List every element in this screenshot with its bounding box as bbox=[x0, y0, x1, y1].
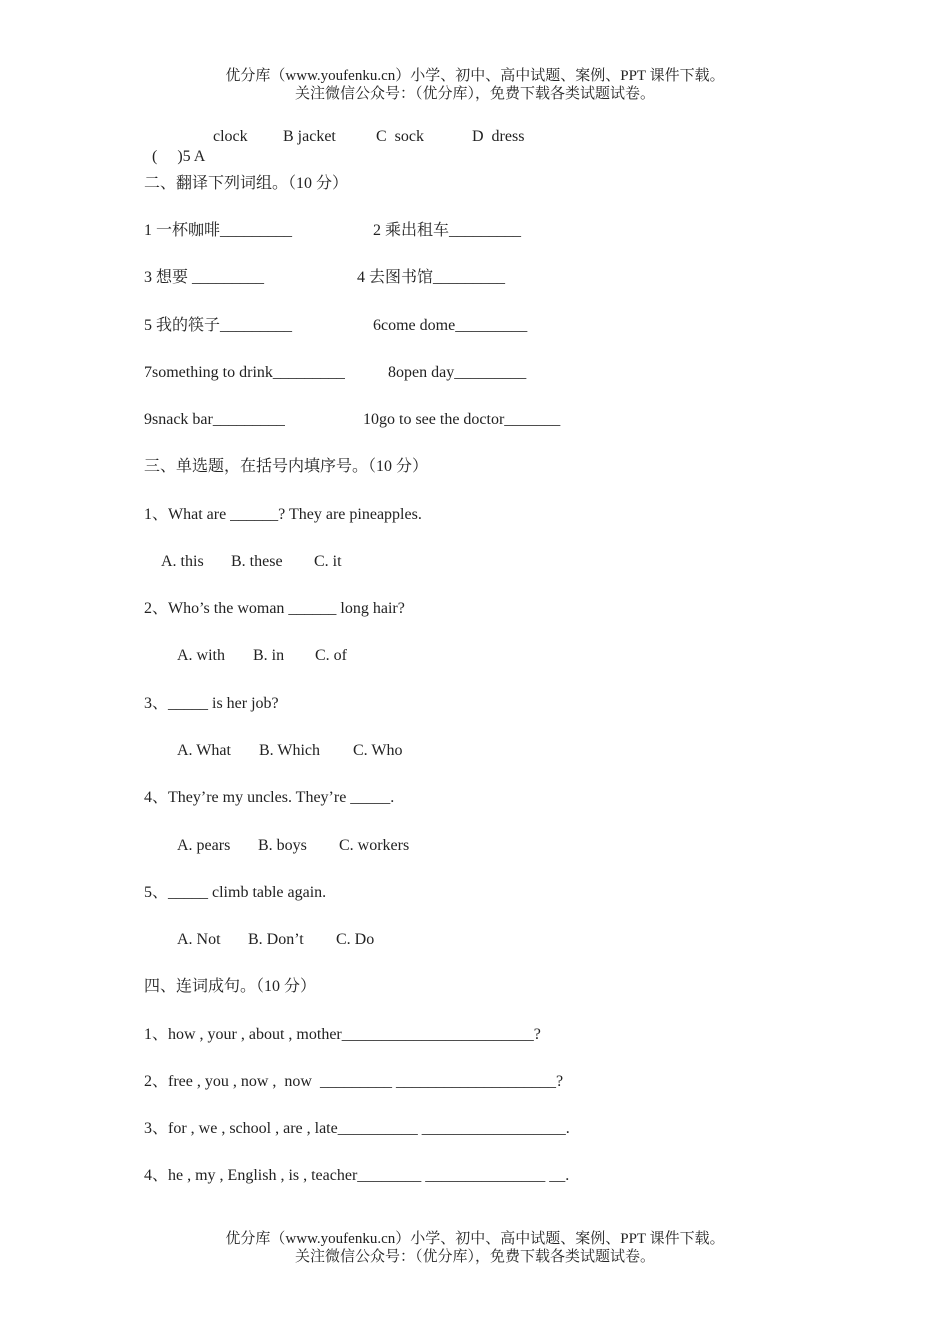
sentence-item: 2、free , you , now , now _________ ____________________? bbox=[144, 1073, 564, 1090]
option-c: C. it bbox=[314, 553, 342, 570]
option-c: C. workers bbox=[339, 837, 410, 854]
sentence-item: 1、how , your , about , mother________________________? bbox=[144, 1026, 541, 1043]
page-footer bbox=[0, 1230, 950, 1266]
question-stem: 5、_____ climb table again. bbox=[144, 884, 327, 901]
question-row bbox=[144, 127, 205, 167]
option-b: B. boys bbox=[258, 837, 307, 854]
option-a: A. this bbox=[161, 553, 204, 570]
question-stem: 1、What are ______? They are pineapples. bbox=[144, 506, 422, 523]
header-line-2: 关注微信公众号：（优分库），免费下载各类试题试卷。 bbox=[294, 86, 655, 102]
translate-item: 9snack bar_________ bbox=[144, 411, 285, 428]
option-b: B. these bbox=[231, 553, 283, 570]
option-b: B. Don’t bbox=[248, 931, 304, 948]
page-header bbox=[0, 67, 950, 103]
translate-item: 7something to drink_________ bbox=[144, 364, 345, 381]
option-c: C. of bbox=[315, 647, 347, 664]
section-title: 四、连词成句。（10 分） bbox=[144, 978, 317, 995]
question-stem: 3、_____ is her job? bbox=[144, 695, 279, 712]
option-b: B jacket bbox=[283, 128, 336, 145]
translate-item: 4 去图书馆_________ bbox=[357, 269, 506, 286]
translate-item: 8open day_________ bbox=[388, 364, 527, 381]
option-a: A. What bbox=[177, 742, 231, 759]
option-c: C sock bbox=[376, 128, 424, 145]
translate-item: 1 一杯咖啡_________ bbox=[144, 222, 293, 239]
option-a: A. Not bbox=[177, 931, 221, 948]
translate-item: 3 想要 _________ bbox=[144, 269, 265, 286]
translate-item: 10go to see the doctor_______ bbox=[363, 411, 561, 428]
question-stem: 2、Who’s the woman ______ long hair? bbox=[144, 600, 405, 617]
question-number: ( )5 A bbox=[152, 148, 206, 165]
option-a: A. pears bbox=[177, 837, 231, 854]
question-stem: 4、They’re my uncles. They’re _____. bbox=[144, 789, 395, 806]
translate-item: 2 乘出租车_________ bbox=[373, 222, 522, 239]
option-a: A. with bbox=[177, 647, 225, 664]
translate-item: 6come dome_________ bbox=[373, 317, 528, 334]
header-line-1: 优分库（www.youfenku.cn）小学、初中、高中试题、案例、PPT 课件下载。 bbox=[225, 68, 725, 84]
translate-item: 5 我的筷子_________ bbox=[144, 317, 293, 334]
option-d: D dress bbox=[472, 128, 525, 145]
section-title: 三、单选题，在括号内填序号。（10 分） bbox=[144, 458, 429, 475]
option-b: B. Which bbox=[259, 742, 321, 759]
option-a: clock bbox=[213, 128, 248, 145]
option-c: C. Do bbox=[336, 931, 375, 948]
option-b: B. in bbox=[253, 647, 285, 664]
section-title: 二、翻译下列词组。（10 分） bbox=[144, 175, 349, 192]
footer-line-2: 关注微信公众号：（优分库），免费下载各类试题试卷。 bbox=[294, 1249, 655, 1265]
sentence-item: 4、he , my , English , is , teacher________ _______________ __. bbox=[144, 1167, 570, 1184]
footer-line-1: 优分库（www.youfenku.cn）小学、初中、高中试题、案例、PPT 课件下载。 bbox=[225, 1231, 725, 1247]
sentence-item: 3、for , we , school , are , late__________ __________________. bbox=[144, 1120, 570, 1137]
option-c: C. Who bbox=[353, 742, 403, 759]
